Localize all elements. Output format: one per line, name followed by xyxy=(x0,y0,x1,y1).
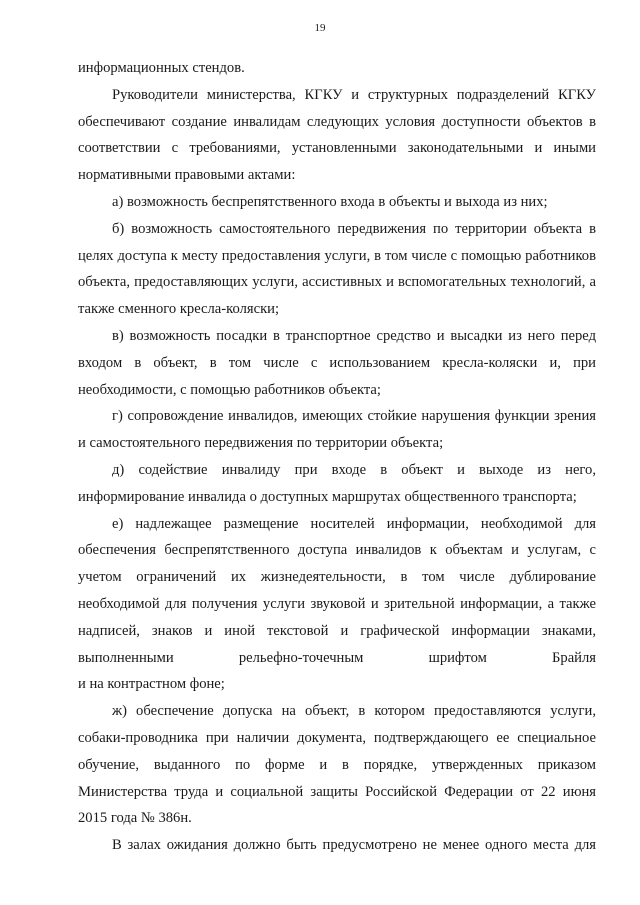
paragraph-item-e-braille-line: выполненными рельефно-точечным шрифтом Брайля xyxy=(78,649,596,666)
paragraph-item-b: б) возможность самостоятельного передвижения по территории объекта в целях доступа к месту предоставления услуги, в том числе с помощью работников объекта, предоставляющих услуги, ассистивных и вспомогательных технологий, а также сменного кресла-коляски; xyxy=(78,220,596,318)
paragraph-heads-responsibility: Руководители министерства, КГКУ и структурных подразделений КГКУ обеспечивают создание инвалидам следующих условия доступности объектов в соответствии с требованиями, установленными законодательными и иными нормативными правовыми актами: xyxy=(78,86,596,184)
paragraph-item-g: г) сопровождение инвалидов, имеющих стойкие нарушения функции зрения и самостоятельного передвижения по территории объекта; xyxy=(78,408,596,452)
paragraph-item-zh: ж) обеспечение допуска на объект, в котором предоставляются услуги, собаки-проводника при наличии документа, подтверждающего ее специальное обучение, выданного по форме и в порядке, утвержденных приказом Министерства труда и социальной защиты Российской Федерации от 22 июня 2015 года № 386н. xyxy=(78,703,596,827)
paragraph-item-e-tail: и на контрастном фоне; xyxy=(78,676,225,693)
paragraph-item-a: а) возможность беспрепятственного входа в объекты и выхода из них; xyxy=(112,193,548,210)
paragraph-waiting-rooms: В залах ожидания должно быть предусмотрено не менее одного места для xyxy=(112,837,596,854)
document-body xyxy=(78,55,596,859)
page-number: 19 xyxy=(314,22,326,34)
paragraph-item-d: д) содействие инвалиду при входе в объект и выходе из него, информирование инвалида о доступных маршрутах общественного транспорта; xyxy=(78,461,596,505)
paragraph-intro-tail: информационных стендов. xyxy=(78,60,245,76)
paragraph-item-e: е) надлежащее размещение носителей информации, необходимой для обеспечения беспрепятственного доступа инвалидов к объектам и услугам, с учетом ограничений их жизнедеятельности, в том числе дублирование необходимой для получения услуги звуковой и зрительной информации, а также надписей, знаков и иной текстовой и графической информации знаками, xyxy=(78,515,596,639)
paragraph-item-v: в) возможность посадки в транспортное средство и высадки из него перед входом в объект, в том числе с использованием кресла-коляски и, при необходимости, с помощью работников объекта; xyxy=(78,327,596,398)
